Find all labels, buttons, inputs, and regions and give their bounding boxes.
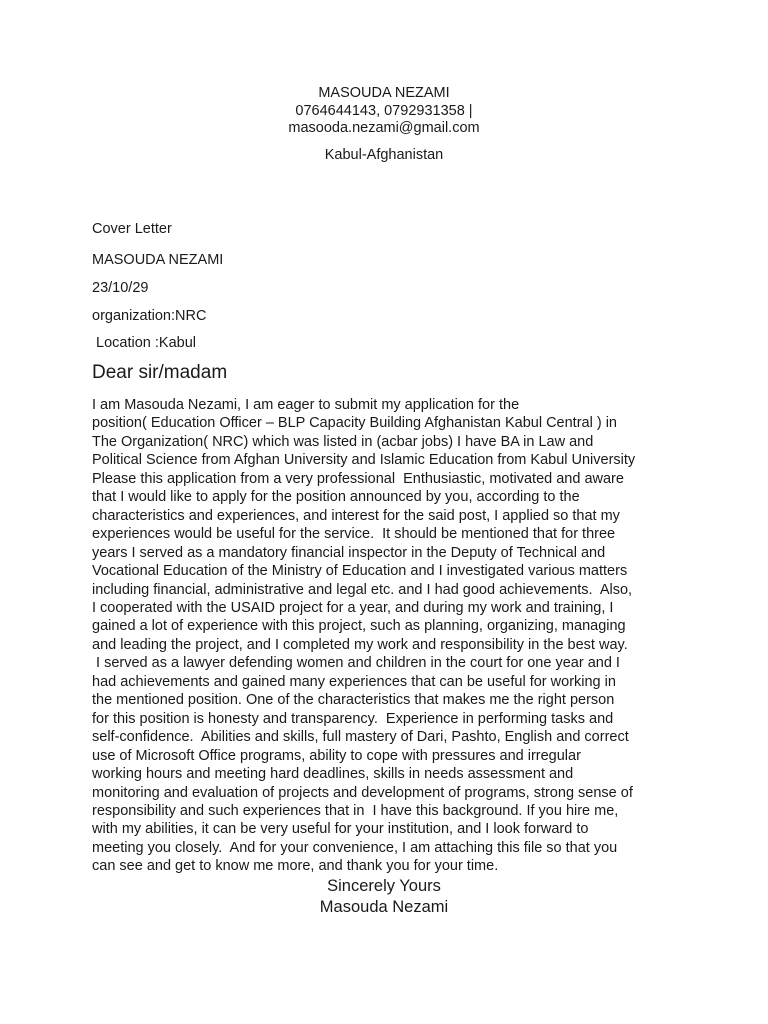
- body-line: self-confidence. Abilities and skills, full mastery of Dari, Pashto, English and correct: [92, 729, 629, 746]
- body-line: that I would like to apply for the position announced by you, according to the: [92, 489, 580, 506]
- body-line: I am Masouda Nezami, I am eager to submit my application for the: [92, 397, 520, 413]
- body-line: years I served as a mandatory financial inspector in the Deputy of Technical and: [92, 544, 606, 561]
- body-line: experiences would be useful for the service. It should be mentioned that for three: [92, 526, 616, 543]
- header-name: MASOUDA NEZAMI: [318, 85, 450, 101]
- body-line: and leading the project, and I completed my work and responsibility in the best way.: [92, 636, 628, 653]
- body-line: The Organization( NRC) which was listed in (acbar jobs) I have BA in Law and: [92, 433, 594, 450]
- body-line: responsibility and such experiences that in I have this background. If you hire me,: [92, 802, 619, 819]
- body-line: gained a lot of experience with this project, such as planning, organizing, managing: [92, 618, 626, 635]
- body-line: Vocational Education of the Ministry of Education and I investigated various matters: [92, 563, 628, 580]
- header-location: Kabul-Afghanistan: [324, 146, 444, 163]
- body-line: with my abilities, it can be very useful for your institution, and I look forward to: [92, 821, 589, 838]
- closing-salutation: Sincerely Yours: [327, 877, 441, 895]
- body-line: monitoring and evaluation of projects and development of programs, strong sense of: [92, 784, 633, 801]
- header-email: masooda.nezami@gmail.com: [288, 120, 480, 136]
- signature-name: Masouda Nezami: [319, 897, 449, 916]
- body-line: the mentioned position. One of the characteristics that makes me the right person: [92, 692, 615, 709]
- body-line: Please this application from a very professional Enthusiastic, motivated and aware: [92, 470, 624, 487]
- body-line: had achievements and gained many experiences that can be useful for working in: [92, 673, 616, 690]
- recipient-name: MASOUDA NEZAMI: [92, 252, 224, 268]
- body-line: use of Microsoft Office programs, ability to cope with pressures and irregular: [92, 747, 581, 764]
- letter-date: 23/10/29: [92, 280, 149, 296]
- body-line: characteristics and experiences, and interest for the said post, I applied so that my: [92, 507, 620, 524]
- body-line: position( Education Officer – BLP Capacity Building Afghanistan Kabul Central ) in: [92, 415, 617, 432]
- letter-header: [0, 85, 768, 164]
- body-line: including financial, administrative and legal etc. and I had good achievements. Also,: [92, 581, 633, 598]
- letter-closing: [0, 876, 768, 917]
- body-line: I cooperated with the USAID project for a year, and during my work and training, I: [92, 599, 614, 616]
- body-line: working hours and meeting hard deadlines, skills in needs assessment and: [92, 766, 574, 783]
- organization-line: organization:NRC: [92, 308, 207, 324]
- body-line: for this position is honesty and transparency. Experience in performing tasks and: [92, 710, 614, 727]
- document-title: Cover Letter: [92, 221, 172, 237]
- header-phones: 0764644143, 0792931358 |: [295, 102, 473, 119]
- body-line: Political Science from Afghan University and Islamic Education from Kabul University: [92, 452, 636, 469]
- greeting: Dear sir/madam: [92, 362, 228, 383]
- letter-body: [92, 396, 692, 876]
- body-line: I served as a lawyer defending women and children in the court for one year and I: [92, 655, 620, 672]
- body-line: can see and get to know me more, and thank you for your time.: [92, 858, 499, 875]
- location-line: Location :Kabul: [92, 335, 196, 351]
- body-line: meeting you closely. And for your convenience, I am attaching this file so that you: [92, 839, 618, 856]
